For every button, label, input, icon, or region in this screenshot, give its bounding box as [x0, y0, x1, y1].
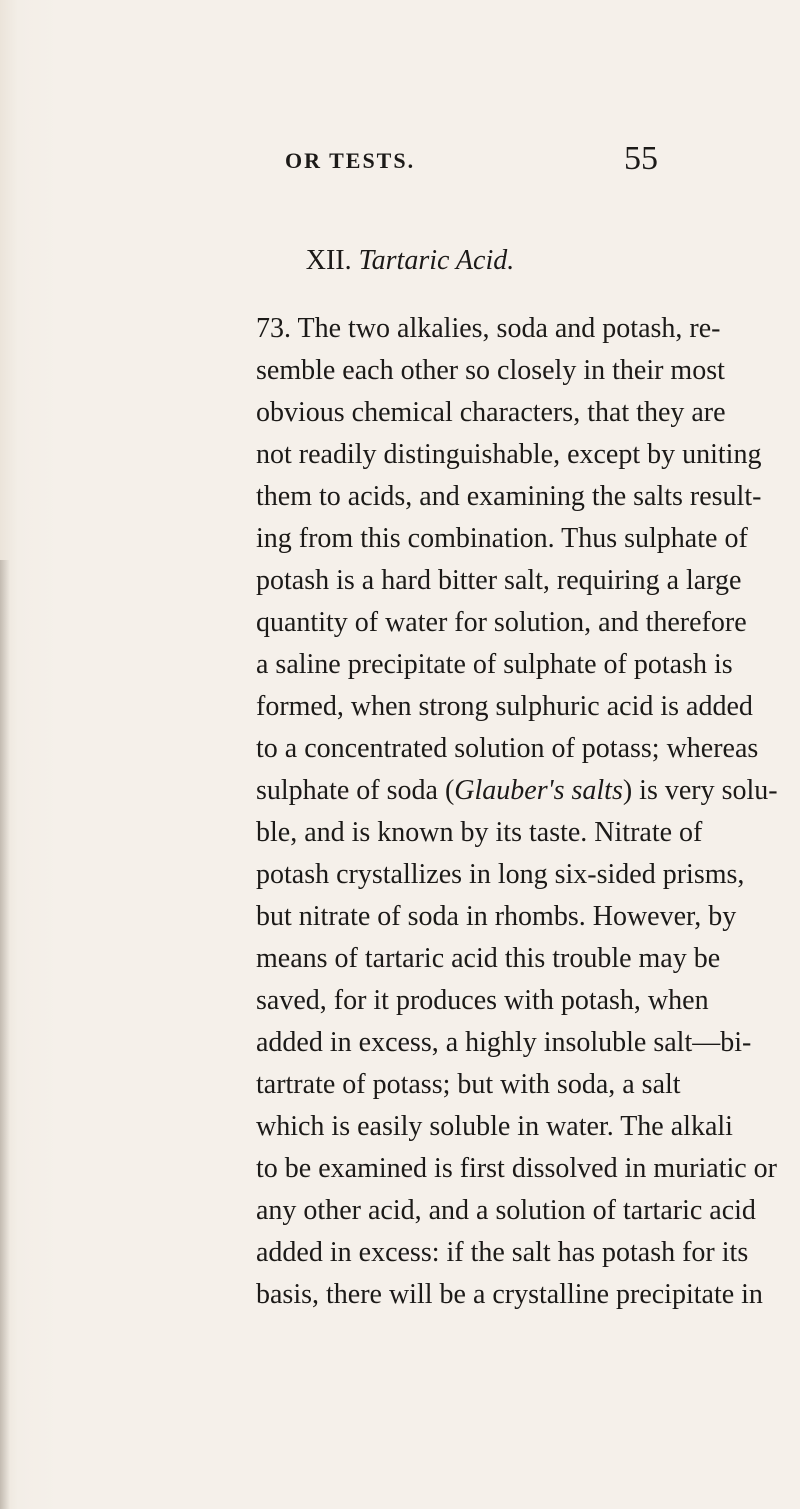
text-line: means of tartaric acid this trouble may be: [256, 943, 721, 974]
text-line: ing from this combination. Thus sulphate of: [256, 523, 748, 554]
text-line: to be examined is first dissolved in muriatic or: [256, 1153, 778, 1184]
text-line: formed, when strong sulphuric acid is added: [256, 691, 753, 722]
text-line: semble each other so closely in their most: [256, 355, 725, 386]
text-line: added in excess, a highly insoluble salt—bi-: [256, 1027, 752, 1058]
text-line: which is easily soluble in water. The alkali: [256, 1111, 733, 1142]
text-run: sulphate of soda (: [256, 775, 455, 806]
paragraph: [256, 308, 778, 1316]
text-line: basis, there will be a crystalline precipitate in: [256, 1279, 763, 1310]
italic-text-run: Glauber's salts: [454, 775, 623, 806]
text-line: quantity of water for solution, and therefore: [256, 607, 747, 638]
text-line: 73. The two alkalies, soda and potash, re-: [256, 313, 721, 344]
text-run: ) is very solu-: [622, 775, 778, 806]
text-line: to a concentrated solution of potass; whereas: [256, 733, 759, 764]
text-line-mixed: [256, 770, 778, 812]
text-line: tartrate of potass; but with soda, a salt: [256, 1069, 681, 1100]
text-line: potash is a hard bitter salt, requiring a large: [256, 565, 742, 596]
text-line: saved, for it produces with potash, when: [256, 985, 709, 1016]
text-line: added in excess: if the salt has potash for its: [256, 1237, 749, 1268]
page-number: 55: [624, 140, 658, 177]
text-line: obvious chemical characters, that they are: [256, 397, 726, 428]
text-line: not readily distinguishable, except by uniting: [256, 439, 762, 470]
text-line: a saline precipitate of sulphate of potash is: [256, 649, 733, 680]
running-title: OR TESTS.: [285, 148, 416, 173]
text-line: any other acid, and a solution of tartaric acid: [256, 1195, 756, 1226]
text-line: potash crystallizes in long six-sided prisms,: [256, 859, 745, 890]
section-name: Tartaric Acid.: [358, 245, 515, 276]
gutter-shadow: [0, 560, 10, 1509]
running-head: [0, 140, 800, 180]
section-heading: [0, 245, 800, 277]
text-line: them to acids, and examining the salts result-: [256, 481, 762, 512]
section-numeral: XII.: [305, 245, 352, 276]
text-line: ble, and is known by its taste. Nitrate of: [256, 817, 703, 848]
text-line: but nitrate of soda in rhombs. However, by: [256, 901, 737, 932]
